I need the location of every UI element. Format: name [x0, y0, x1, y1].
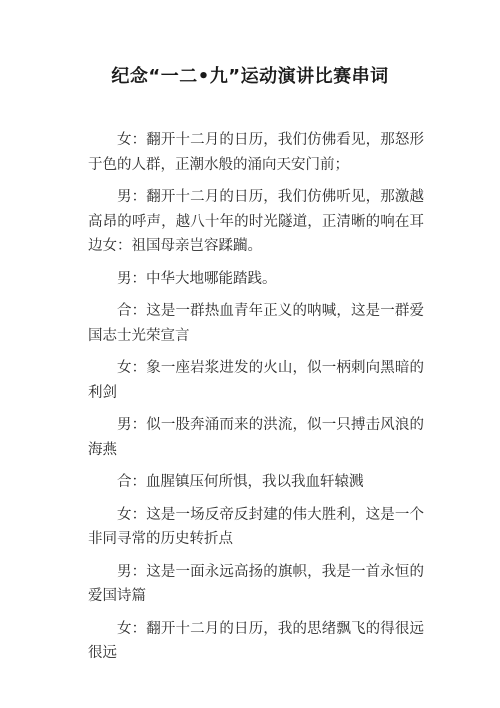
document-title: 纪念“一二•九”运动演讲比赛串词	[111, 66, 389, 87]
paragraph: 女：象一座岩浆进发的火山，似一柄刺向黑暗的利剑	[88, 360, 424, 401]
paragraph: 合：血腥镇压何所惧，我以我血轩辕溅	[117, 474, 364, 490]
paragraph: 女：这是一场反帝反封建的伟大胜利，这是一个非同寻常的历史转折点	[88, 506, 424, 547]
paragraph: 男：似一股奔涌而来的洪流，似一只搏击风浪的海燕	[88, 417, 424, 458]
paragraph: 男：中华大地哪能踏践。	[117, 270, 277, 287]
document-body	[88, 128, 424, 674]
paragraph: 女：翻开十二月的日历，我们仿佛看见，那怒形于色的人群，正潮水般的涌向天安门前；	[88, 132, 424, 173]
paragraph: 女：翻开十二月的日历，我的思绪飘飞的得很远很远	[88, 620, 424, 661]
paragraph: 合：这是一群热血青年正义的呐喊，这是一群爱国志士光荣宣言	[88, 303, 424, 344]
paragraph: 男：这是一面永远高扬的旗帜，我是一首永恒的爱国诗篇	[88, 563, 424, 604]
paragraph: 男：翻开十二月的日历，我们仿佛听见，那激越高昂的呼声，越八十年的时光隧道，正清晰的响在耳边女：祖国母亲岂容蹂躏。	[88, 189, 424, 254]
